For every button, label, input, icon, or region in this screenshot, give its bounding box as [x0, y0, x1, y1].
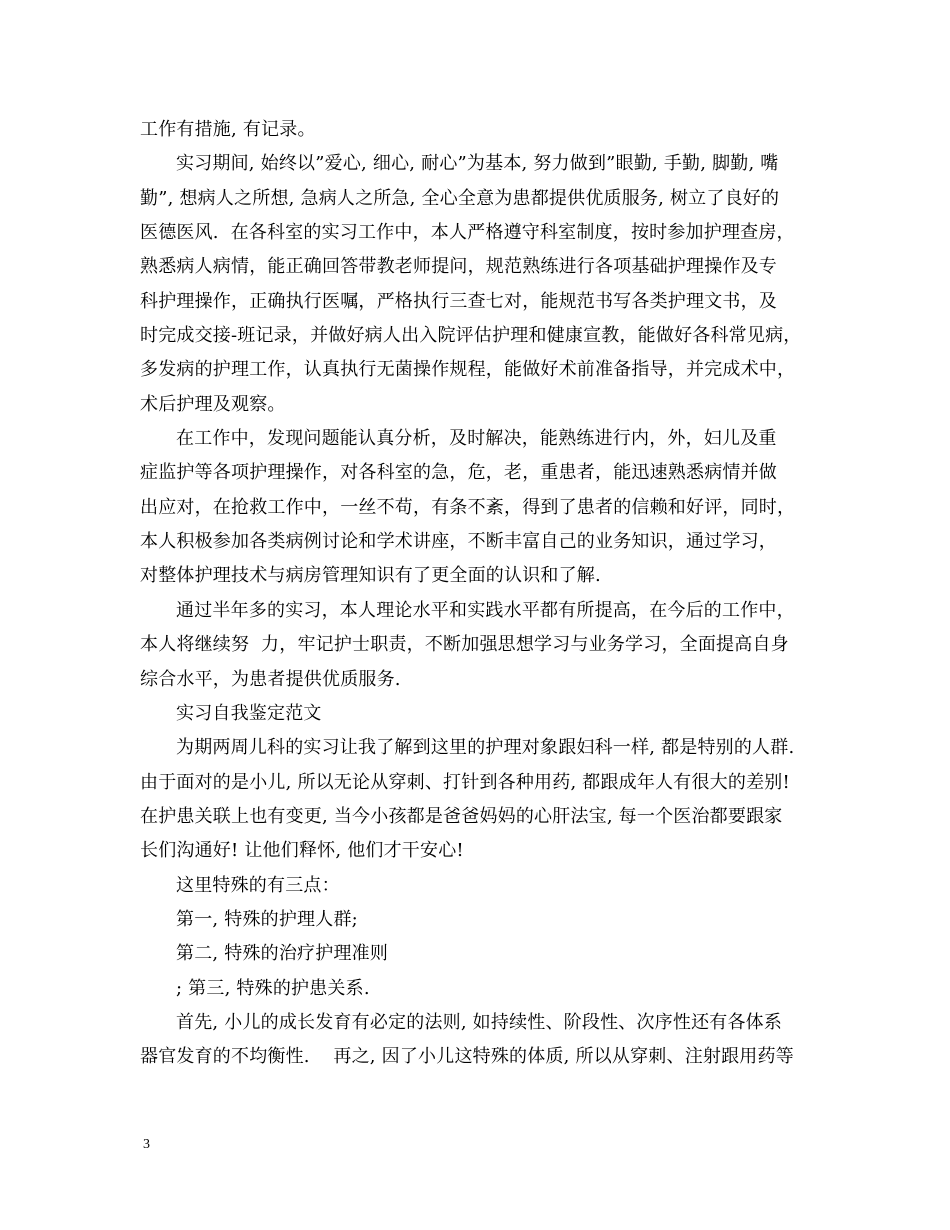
- text-line: 综合水平，为患者提供优质服务.: [140, 668, 401, 690]
- section-heading: 实习自我鉴定范文: [176, 702, 322, 724]
- text-line: 通过半年多的实习，本人理论水平和实践水平都有所提高，在今后的工作中，: [176, 599, 795, 621]
- text-line: 对整体护理技术与病房管理知识有了更全面的认识和了解.: [140, 565, 601, 587]
- text-line: 长们沟通好! 让他们释怀, 他们才干安心!: [140, 840, 464, 862]
- text-line: 时完成交接-班记录，并做好病人出入院评估护理和健康宣教，能做好各科常见病，: [140, 325, 802, 347]
- text-line: 出应对，在抢救工作中，一丝不苟，有条不紊，得到了患者的信赖和好评，同时，: [140, 496, 796, 518]
- text-line: 勤”, 想病人之所想, 急病人之所急, 全心全意为患都提供优质服务, 树立了良好的: [140, 187, 780, 209]
- text-line: 由于面对的是小儿, 所以无论从穿刺、打针到各种用药, 都跟成年人有很大的差别!: [140, 771, 790, 793]
- list-item: ; 第三, 特殊的护患关系.: [176, 977, 370, 999]
- text-line: 在工作中，发现问题能认真分析，及时解决，能熟练进行内，外，妇儿及重: [176, 428, 777, 450]
- text-line: 术后护理及观察。: [140, 393, 286, 415]
- text-line: 在护患关联上也有变更, 当今小孩都是爸爸妈妈的心肝法宝, 每一个医治都要跟家: [140, 805, 783, 827]
- text-line: 本人将继续努 力，牢记护士职责，不断加强思想学习与业务学习，全面提高自身: [140, 634, 789, 656]
- text-line: 医德医风. 在各科室的实习工作中，本人严格遵守科室制度，按时参加护理查房，: [140, 222, 795, 244]
- text-line: 实习期间, 始终以”爱心, 细心, 耐心”为基本, 努力做到”眼勤, 手勤, 脚勤, 嘴: [176, 153, 779, 175]
- page-number: 3: [143, 1137, 150, 1152]
- text-line: 本人积极参加各类病例讨论和学术讲座，不断丰富自己的业务知识，通过学习，: [140, 531, 777, 553]
- list-item: 第一, 特殊的护理人群;: [176, 908, 358, 930]
- text-line: 器官发育的不均衡性. 再之, 因了小儿这特殊的体质, 所以从穿刺、注射跟用药等: [140, 1046, 794, 1068]
- list-item: 第二, 特殊的治疗护理准则: [176, 943, 389, 965]
- text-line: 科护理操作，正确执行医嘱，严格执行三查七对，能规范书写各类护理文书，及: [140, 290, 777, 312]
- text-line: 这里特殊的有三点：: [176, 874, 340, 896]
- text-line: 多发病的护理工作，认真执行无菌操作规程，能做好术前准备指导，并完成术中，: [140, 359, 796, 381]
- text-line: 首先, 小儿的成长发育有必定的法则, 如持续性、阶段性、次序性还有各体系: [176, 1011, 783, 1033]
- text-line: 症监护等各项护理操作，对各科室的急，危，老，重患者，能迅速熟悉病情并做: [140, 462, 777, 484]
- text-line: 工作有措施, 有记录。: [140, 119, 316, 140]
- text-line: 熟悉病人病情，能正确回答带教老师提问，规范熟练进行各项基础护理操作及专: [140, 256, 777, 278]
- text-line: 为期两周儿科的实习让我了解到这里的护理对象跟妇科一样, 都是特别的人群.: [176, 737, 795, 759]
- body-text: [140, 113, 810, 1075]
